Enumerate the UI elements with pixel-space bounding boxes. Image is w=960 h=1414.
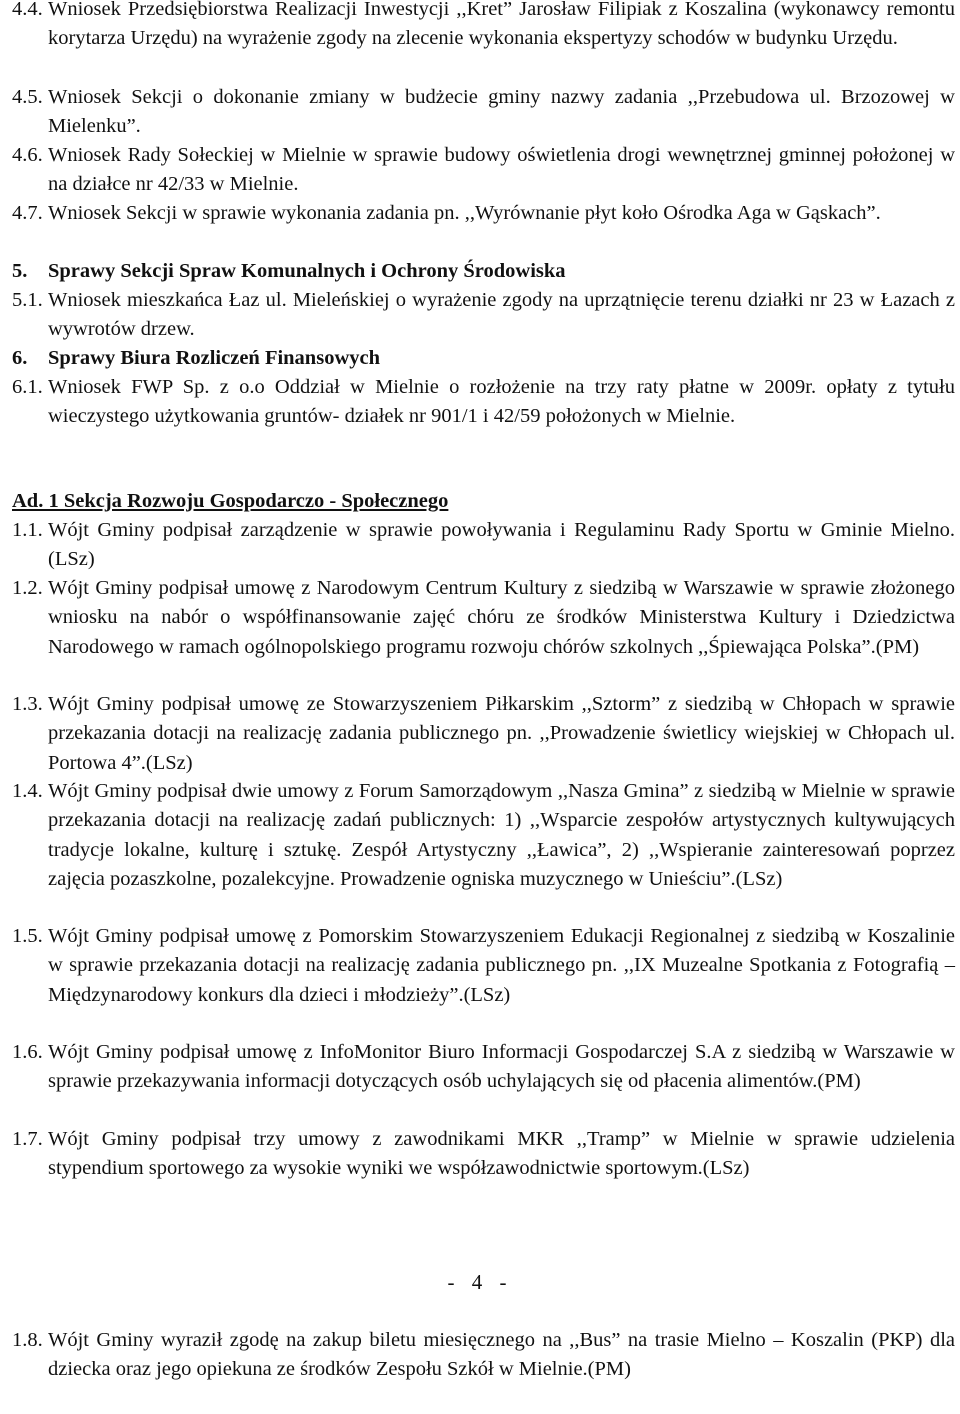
list-item [12,286,955,345]
list-item [12,373,955,432]
item-number: 5.1. [12,289,43,311]
item-number: 1.4. [12,780,43,802]
item-number: 1.1. [12,519,43,541]
section-heading [12,257,955,286]
section-heading [12,344,955,373]
list-item [12,777,955,894]
ad-section-title: Ad. 1 Sekcja Rozwoju Gospodarczo - Społecznego [12,490,449,512]
item-text: Wniosek FWP Sp. z o.o Oddział w Mielnie o rozłożenie na trzy raty płatne w 2009r. opłaty z tytułu wieczystego użytkowania gruntów- działek nr 901/1 i 42/59 położonych w Mielnie. [48,376,955,428]
item-text: Wójt Gminy wyraził zgodę na zakup biletu miesięcznego na ,,Bus” na trasie Mielno – Koszalin (PKP) dla dziecka oraz jego opiekuna ze środków Zespołu Szkół w Mielnie.(PM) [48,1329,955,1381]
item-number: 1.6. [12,1041,43,1063]
list-item [12,83,955,142]
item-number: 1.8. [12,1329,43,1351]
item-number: 1.2. [12,577,43,599]
list-item [12,0,955,54]
item-number: 4.5. [12,86,43,108]
list-item [12,922,955,1010]
item-number: 6.1. [12,376,43,398]
item-number: 1.7. [12,1128,43,1150]
item-number: 4.6. [12,144,43,166]
item-text: Wójt Gminy podpisał umowę z InfoMonitor Biuro Informacji Gospodarczej S.A z siedzibą w Warszawie w sprawie przekazywania informacji dotyczących osób uchylających się od płacenia alimentów.(PM) [48,1041,955,1093]
item-text: Wójt Gminy podpisał umowę ze Stowarzyszeniem Piłkarskim ,,Sztorm” z siedzibą w Chłopach w sprawie przekazania dotacji na realizację zadania publicznego pn. ,,Prowadzenie świetlicy wiejskiej w Chłopach ul. Portowa 4”.(LSz) [48,693,955,774]
ad-section-heading [12,487,955,516]
item-text: Wójt Gminy podpisał zarządzenie w sprawie powoływania i Regulaminu Rady Sportu w Gminie Mielno.(LSz) [48,519,955,571]
list-item [12,1038,955,1097]
section-title: Sprawy Sekcji Spraw Komunalnych i Ochrony Środowiska [48,260,566,282]
list-item [12,516,955,575]
item-text: Wójt Gminy podpisał umowę z Narodowym Centrum Kultury z siedzibą w Warszawie w sprawie złożonego wniosku na nabór o współfinansowanie zajęć chóru ze środków Ministerstwa Kultury i Dziedzictwa Narodowego w ramach ogólnopolskiego programu rozwoju chórów szkolnych ,,Śpiewająca Polska”.(PM) [48,577,955,658]
section-number: 5. [12,260,28,282]
list-item [12,1326,955,1385]
item-text: Wójt Gminy podpisał trzy umowy z zawodnikami MKR ,,Tramp” w Mielnie w sprawie udzielenia stypendium sportowego za wysokie wyniki we współzawodnictwie sportowym.(LSz) [48,1128,955,1180]
list-item [12,690,955,778]
item-number: 1.5. [12,925,43,947]
item-text: Wniosek mieszkańca Łaz ul. Mieleńskiej o wyrażenie zgody na uprzątnięcie terenu działki nr 23 w Łazach z wywrotów drzew. [48,289,955,341]
item-number: 4.4. [12,0,43,20]
item-text: Wniosek Rady Sołeckiej w Mielnie w sprawie budowy oświetlenia drogi wewnętrznej gminnej położonej w na działce nr 42/33 w Mielnie. [48,144,955,196]
list-item [12,141,955,200]
item-text: Wniosek Sekcji w sprawie wykonania zadania pn. ,,Wyrównanie płyt koło Ośrodka Aga w Gąskach”. [48,202,881,224]
item-text: Wniosek Przedsiębiorstwa Realizacji Inwestycji ,,Kret” Jarosław Filipiak z Koszalina (wykonawcy remontu korytarza Urzędu) na wyrażenie zgody na zlecenie wykonania ekspertyzy schodów w budynku Urzędu. [48,0,955,50]
item-number: 4.7. [12,202,43,224]
item-text: Wniosek Sekcji o dokonanie zmiany w budżecie gminy nazwy zadania ,,Przebudowa ul. Brzozowej w Mielenku”. [48,86,955,138]
list-item [12,1125,955,1184]
item-text: Wójt Gminy podpisał umowę z Pomorskim Stowarzyszeniem Edukacji Regionalnej z siedzibą w Koszalinie w sprawie przekazania dotacji na realizację zadania publicznego pn. ,,IX Muzealne Spotkania z Fotografią – Międzynarodowy konkurs dla dzieci i młodzieży”.(LSz) [48,925,955,1006]
item-number: 1.3. [12,693,43,715]
item-text: Wójt Gminy podpisał dwie umowy z Forum Samorządowym ,,Nasza Gmina” z siedzibą w Mielnie w sprawie przekazania dotacji na realizację zadań publicznych: 1) ,,Wsparcie zespołów artystycznych kultywujących tradycje lokalne, kulturę i sztukę. Zespół Artystyczny ,,Ławica”, 2) ,,Wspieranie zainteresowań poprzez zajęcia pozaszkolne, pozalekcyjne. Prowadzenie ogniska muzycznego w Unieściu”.(LSz) [48,780,955,890]
page-number: - 4 - [447,1270,513,1294]
section-title: Sprawy Biura Rozliczeń Finansowych [48,347,380,369]
list-item [12,199,955,228]
list-item [12,574,955,662]
section-number: 6. [12,347,28,369]
